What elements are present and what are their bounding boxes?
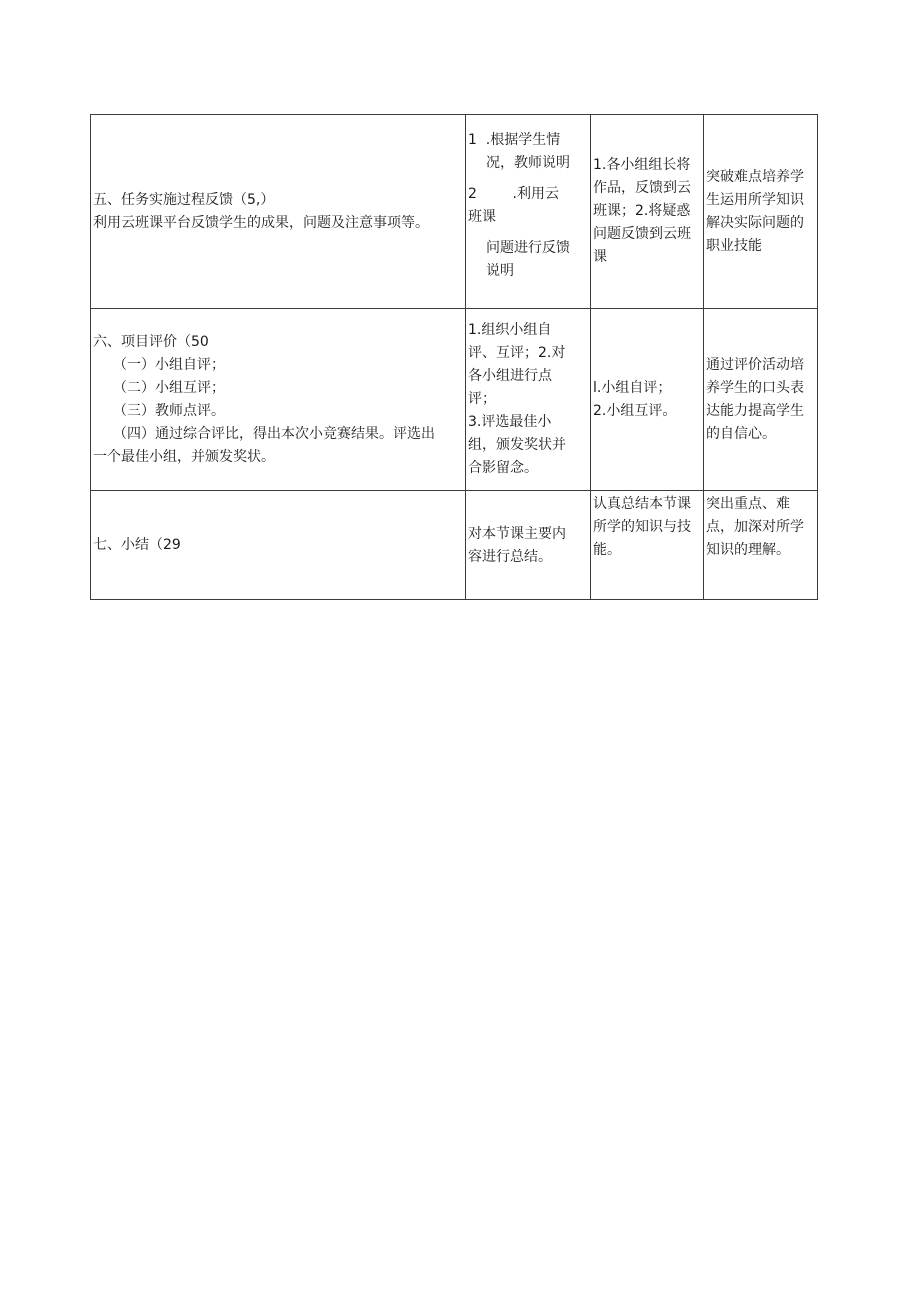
intent-line: 解决实际问题的 [706,214,804,231]
student-line: 能。 [593,542,621,558]
teacher-line: 评； [468,391,496,407]
student-line: 所学的知识与技 [593,519,691,535]
teacher-line: 3.评选最佳小 [468,414,552,430]
row3-stage-cell [91,491,465,600]
row3-student-cell [591,491,703,600]
teacher-line: 对本节课主要内 [468,525,566,542]
stage-detail: （一）小组自评； [113,356,225,373]
stage-detail: 利用云班课平台反馈学生的成果，问题及注意事项等。 [93,214,429,231]
row2-teacher-cell [466,309,590,490]
stage-title: 五、任务实施过程反馈（5,） [93,191,275,208]
teacher-line: 班课 [468,209,496,225]
lesson-plan-table [90,114,818,600]
stage-detail: （三）教师点评。 [113,402,225,419]
intent-line: 生运用所学知识 [706,191,804,208]
stage-title: 七、小结（29 [93,537,181,553]
teacher-line: 评、互评；2.对 [468,345,566,361]
intent-line: 职业技能 [706,237,762,254]
row3-intent-cell [704,491,818,600]
intent-line: 突破难点培养学 [706,168,804,185]
row1-student-cell [591,115,703,308]
teacher-line: 问题进行反馈 [486,240,570,256]
student-line: 认真总结本节课 [593,496,691,512]
teacher-line: 2 .利用云 [468,186,559,202]
teacher-line: 说明 [486,263,514,279]
row1-stage-cell [91,115,465,308]
stage-detail: 一个最佳小组，并颁发奖状。 [93,448,275,465]
intent-line: 达能力提高学生 [706,402,804,419]
teacher-line: 1 .根据学生情 [468,132,561,148]
student-line: 1.各小组组长将 [593,157,691,173]
intent-line: 的自信心。 [706,425,776,442]
intent-line: 突出重点、难 [706,496,790,512]
student-line: 课 [593,249,607,265]
intent-line: 点，加深对所学 [706,519,804,535]
row2-stage-cell [91,309,465,490]
intent-line: 知识的理解。 [706,542,790,558]
student-line: 问题反馈到云班 [593,226,691,242]
row2-student-cell [591,309,703,490]
stage-title: 六、项目评价（50 [93,333,209,350]
intent-line: 养学生的口头表 [706,379,804,396]
teacher-line: 1.组织小组自 [468,322,552,338]
row3-teacher-cell [466,491,590,600]
student-line: 2.小组互评。 [593,402,677,419]
teacher-line: 况，教师说明 [486,155,570,171]
teacher-line: 组，颁发奖状并 [468,437,566,453]
stage-detail: （二）小组互评； [113,379,225,396]
student-line: 班课；2.将疑惑 [593,203,691,219]
student-line: 作品，反馈到云 [593,180,691,196]
row2-intent-cell [704,309,818,490]
teacher-line: 容进行总结。 [468,548,552,565]
intent-line: 通过评价活动培 [706,356,804,373]
row1-teacher-cell [466,129,590,297]
stage-detail: （四）通过综合评比，得出本次小竞赛结果。评选出 [113,425,435,442]
student-line: l.小组自评； [593,379,672,396]
teacher-line: 各小组进行点 [468,368,552,384]
row1-intent-cell [704,115,818,308]
teacher-line: 合影留念。 [468,460,538,476]
